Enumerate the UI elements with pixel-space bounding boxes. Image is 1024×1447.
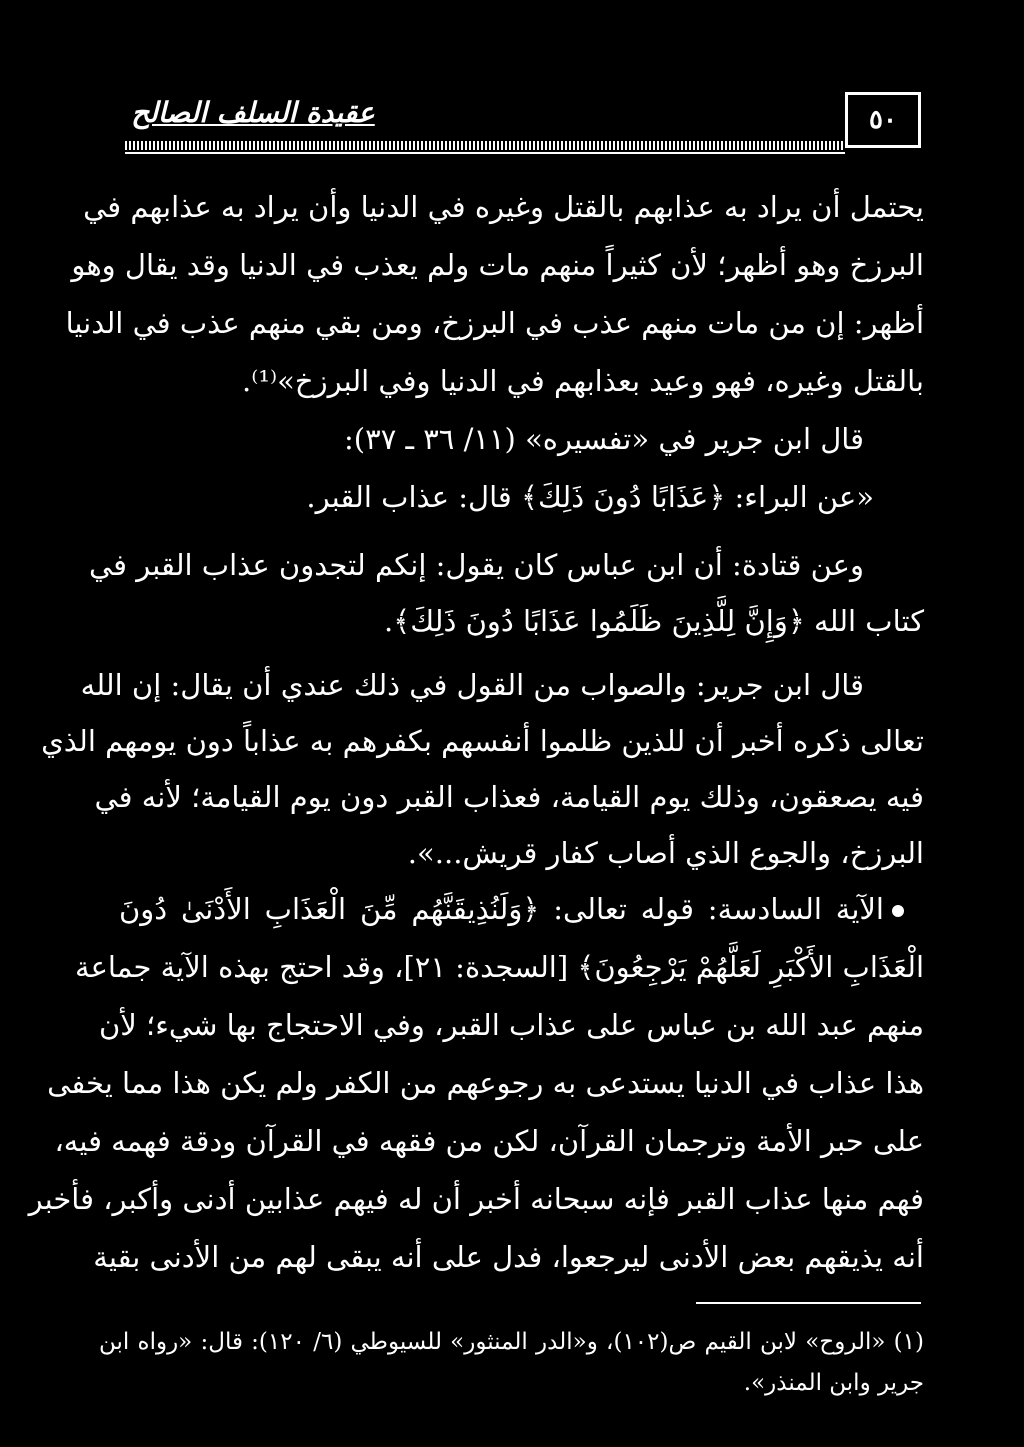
body-line-17: على حبر الأمة وترجمان القرآن، لكن من فقهه في القرآن ودقة فهمه فيه، xyxy=(54,1124,924,1158)
body-line-3: أظهر: إن من مات منهم عذب في البرزخ، ومن بقي منهم عذب في الدنيا xyxy=(65,306,924,340)
running-title: عقيدة السلف الصالح xyxy=(131,96,375,129)
body-line-15: منهم عبد الله بن عباس على عذاب القبر، وفي الاحتجاج بها شيء؛ لأن xyxy=(99,1008,924,1042)
body-line-8: كتاب الله ﴿وَإِنَّ لِلَّذِينَ ظَلَمُوا عَذَابًا دُونَ ذَلِكَ﴾. xyxy=(383,604,924,638)
body-line-2: البرزخ وهو أظهر؛ لأن كثيراً منهم مات ولم يعذب في الدنيا وقد يقال وهو xyxy=(71,248,924,282)
bullet-icon xyxy=(892,905,904,917)
body-line-4: بالقتل وغيره، فهو وعيد بعذابهم في الدنيا وفي البرزخ»⁽¹⁾. xyxy=(242,364,924,398)
body-line-14: الْعَذَابِ الأَكْبَرِ لَعَلَّهُمْ يَرْجِعُونَ﴾ [السجدة: ٢١]، وقد احتج بهذه الآية جماعة xyxy=(75,950,924,984)
body-line-18: فهم منها عذاب القبر فإنه سبحانه أخبر أن له فيهم عذابين أدنى وأكبر، فأخبر xyxy=(28,1182,924,1216)
body-line-16: هذا عذاب في الدنيا يستدعى به رجوعهم من الكفر ولم يكن هذا مما يخفى xyxy=(47,1066,924,1100)
body-line-10: تعالى ذكره أخبر أن للذين ظلموا أنفسهم بكفرهم به عذاباً دون يومهم الذي xyxy=(41,724,924,758)
footnote-line-2: جرير وابن المنذر». xyxy=(743,1370,924,1396)
header-rule xyxy=(125,141,845,150)
body-line-13-text: الآية السادسة: قوله تعالى: ﴿وَلَنُذِيقَنَّهُم مِّنَ الْعَذَابِ الأَدْنَىٰ دُونَ xyxy=(119,892,884,926)
body-line-13 xyxy=(119,887,904,931)
footnote-rule xyxy=(696,1302,921,1304)
body-line-11: فيه يصعقون، وذلك يوم القيامة، فعذاب القبر دون يوم القيامة؛ لأنه في xyxy=(94,780,924,814)
body-line-7: وعن قتادة: أن ابن عباس كان يقول: إنكم لتجدون عذاب القبر في xyxy=(89,548,864,582)
body-line-5: قال ابن جرير في «تفسيره» (١١/ ٣٦ ـ ٣٧): xyxy=(344,422,864,456)
body-line-6: «عن البراء: ﴿عَذَابًا دُونَ ذَلِكَ﴾ قال: عذاب القبر. xyxy=(306,480,874,514)
body-line-9: قال ابن جرير: والصواب من القول في ذلك عندي أن يقال: إن الله xyxy=(80,668,864,702)
header-rule-thin xyxy=(125,152,845,154)
body-line-1: يحتمل أن يراد به عذابهم بالقتل وغيره في الدنيا وأن يراد به عذابهم في xyxy=(83,190,924,224)
page-number: ٥٠ xyxy=(845,92,921,148)
body-line-12: البرزخ، والجوع الذي أصاب كفار قريش...». xyxy=(407,836,924,870)
body-line-19: أنه يذيقهم بعض الأدنى ليرجعوا، فدل على أنه يبقى لهم من الأدنى بقية xyxy=(93,1240,924,1274)
footnote-line-1: (١) «الروح» لابن القيم ص(١٠٢)، و«الدر المنثور» للسيوطي (٦/ ١٢٠): قال: «رواه ابن xyxy=(99,1329,925,1355)
